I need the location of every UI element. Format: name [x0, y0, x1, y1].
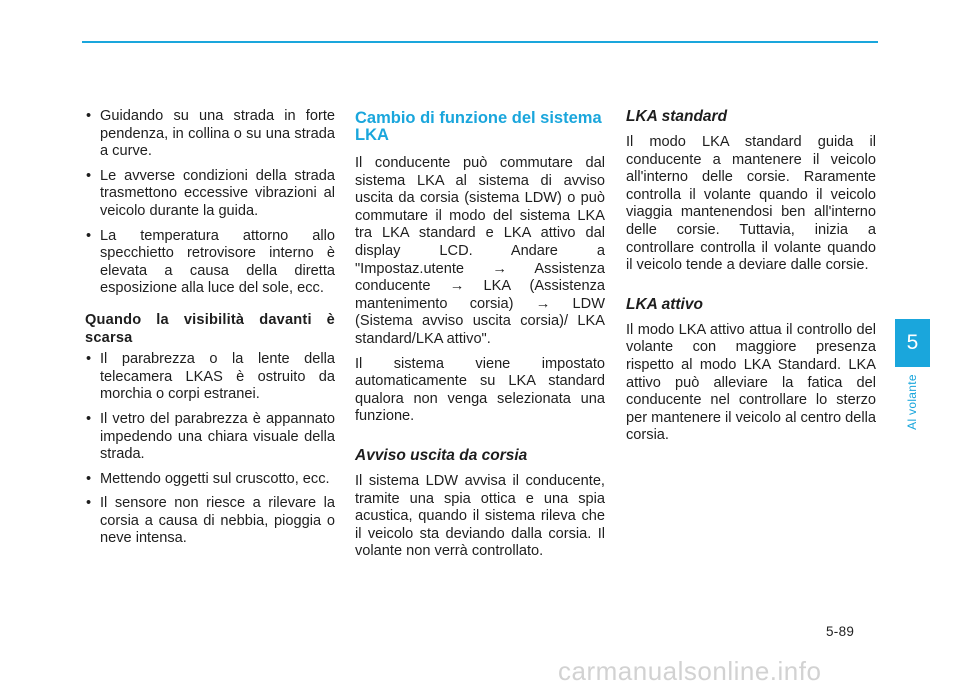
paragraph: Il modo LKA attivo attua il controllo del volante con maggiore presenza rispetto al modo LKA Standard. LKA attivo può alleviare la fatica del conducente nel controllare lo sterzo per mantenere il veicolo al centro della corsia. — [626, 321, 876, 444]
subsection-title: LKA attivo — [626, 295, 703, 313]
paragraph: Il sistema LDW avvisa il conducente, tramite una spia ottica e una spia acustica, quando il sistema rileva che il veicolo sta deviando dalla corsia. Il volante non verrà controllato. — [355, 472, 605, 560]
list-item: • Il vetro del parabrezza è appannato impedendo una chiara visuale della strada. — [85, 411, 335, 464]
paragraph: Il modo LKA standard guida il conducente a mantenere il veicolo all'interno delle corsie. Raramente controlla il volante quando il veicolo viaggia mantenendosi ben all'interno delle corsie. Tuttavia, inizia a controllare controlla il volante quando il veicolo tende a deviare dalle corsie. — [626, 134, 876, 274]
column-right — [626, 108, 876, 452]
column-middle — [355, 110, 605, 568]
paragraph: Il conducente può commutare dal sistema LKA al sistema di avviso uscita da corsia (sistema LDW) o può commutare il modo del sistema LKA tra LKA standard e LKA attivo dal display LCD. Andare a "Impostaz.utente → Assistenza conducente → LKA (Assistenza mantenimento corsia) → LDW (Sistema avviso uscita corsia)/ LKA standard/LKA attivo". — [355, 155, 605, 347]
subheading-poor-visibility: Quando la visibilità davanti è scarsa — [85, 311, 335, 346]
column-left — [85, 108, 335, 555]
watermark: carmanualsonline.info — [558, 656, 822, 686]
subsection-title: LKA standard — [626, 108, 728, 125]
paragraph: Il sistema viene impostato automaticamente su LKA standard qualora non venga selezionata una funzione. — [355, 355, 605, 425]
list-item: • La temperatura attorno allo specchietto retrovisore interno è elevata a causa della diretta esposizione alla luce del sole, ecc. — [85, 228, 335, 298]
subsection-title: Avviso uscita da corsia — [355, 446, 528, 464]
list-item: • Il parabrezza o la lente della telecamera LKAS è ostruito da morchia o corpi estranei. — [85, 351, 335, 404]
list-item: • Guidando su una strada in forte pendenza, in collina o su una strada a curve. — [85, 108, 335, 161]
section-title: Cambio di funzione del sistema LKA — [355, 109, 602, 144]
top-divider — [82, 41, 878, 43]
list-item: • Il sensore non riesce a rilevare la corsia a causa di nebbia, pioggia o neve intensa. — [85, 495, 335, 548]
list-item: • Mettendo oggetti sul cruscotto, ecc. — [85, 471, 335, 489]
list-item: • Le avverse condizioni della strada trasmettono eccessive vibrazioni al veicolo durante la guida. — [85, 168, 335, 221]
bullet-list-road-conditions — [85, 108, 335, 298]
page-number: 5-89 — [826, 624, 855, 639]
chapter-label: Al volante — [905, 374, 919, 430]
bullet-list-visibility — [85, 351, 335, 548]
chapter-number-tab: 5 — [895, 319, 930, 367]
